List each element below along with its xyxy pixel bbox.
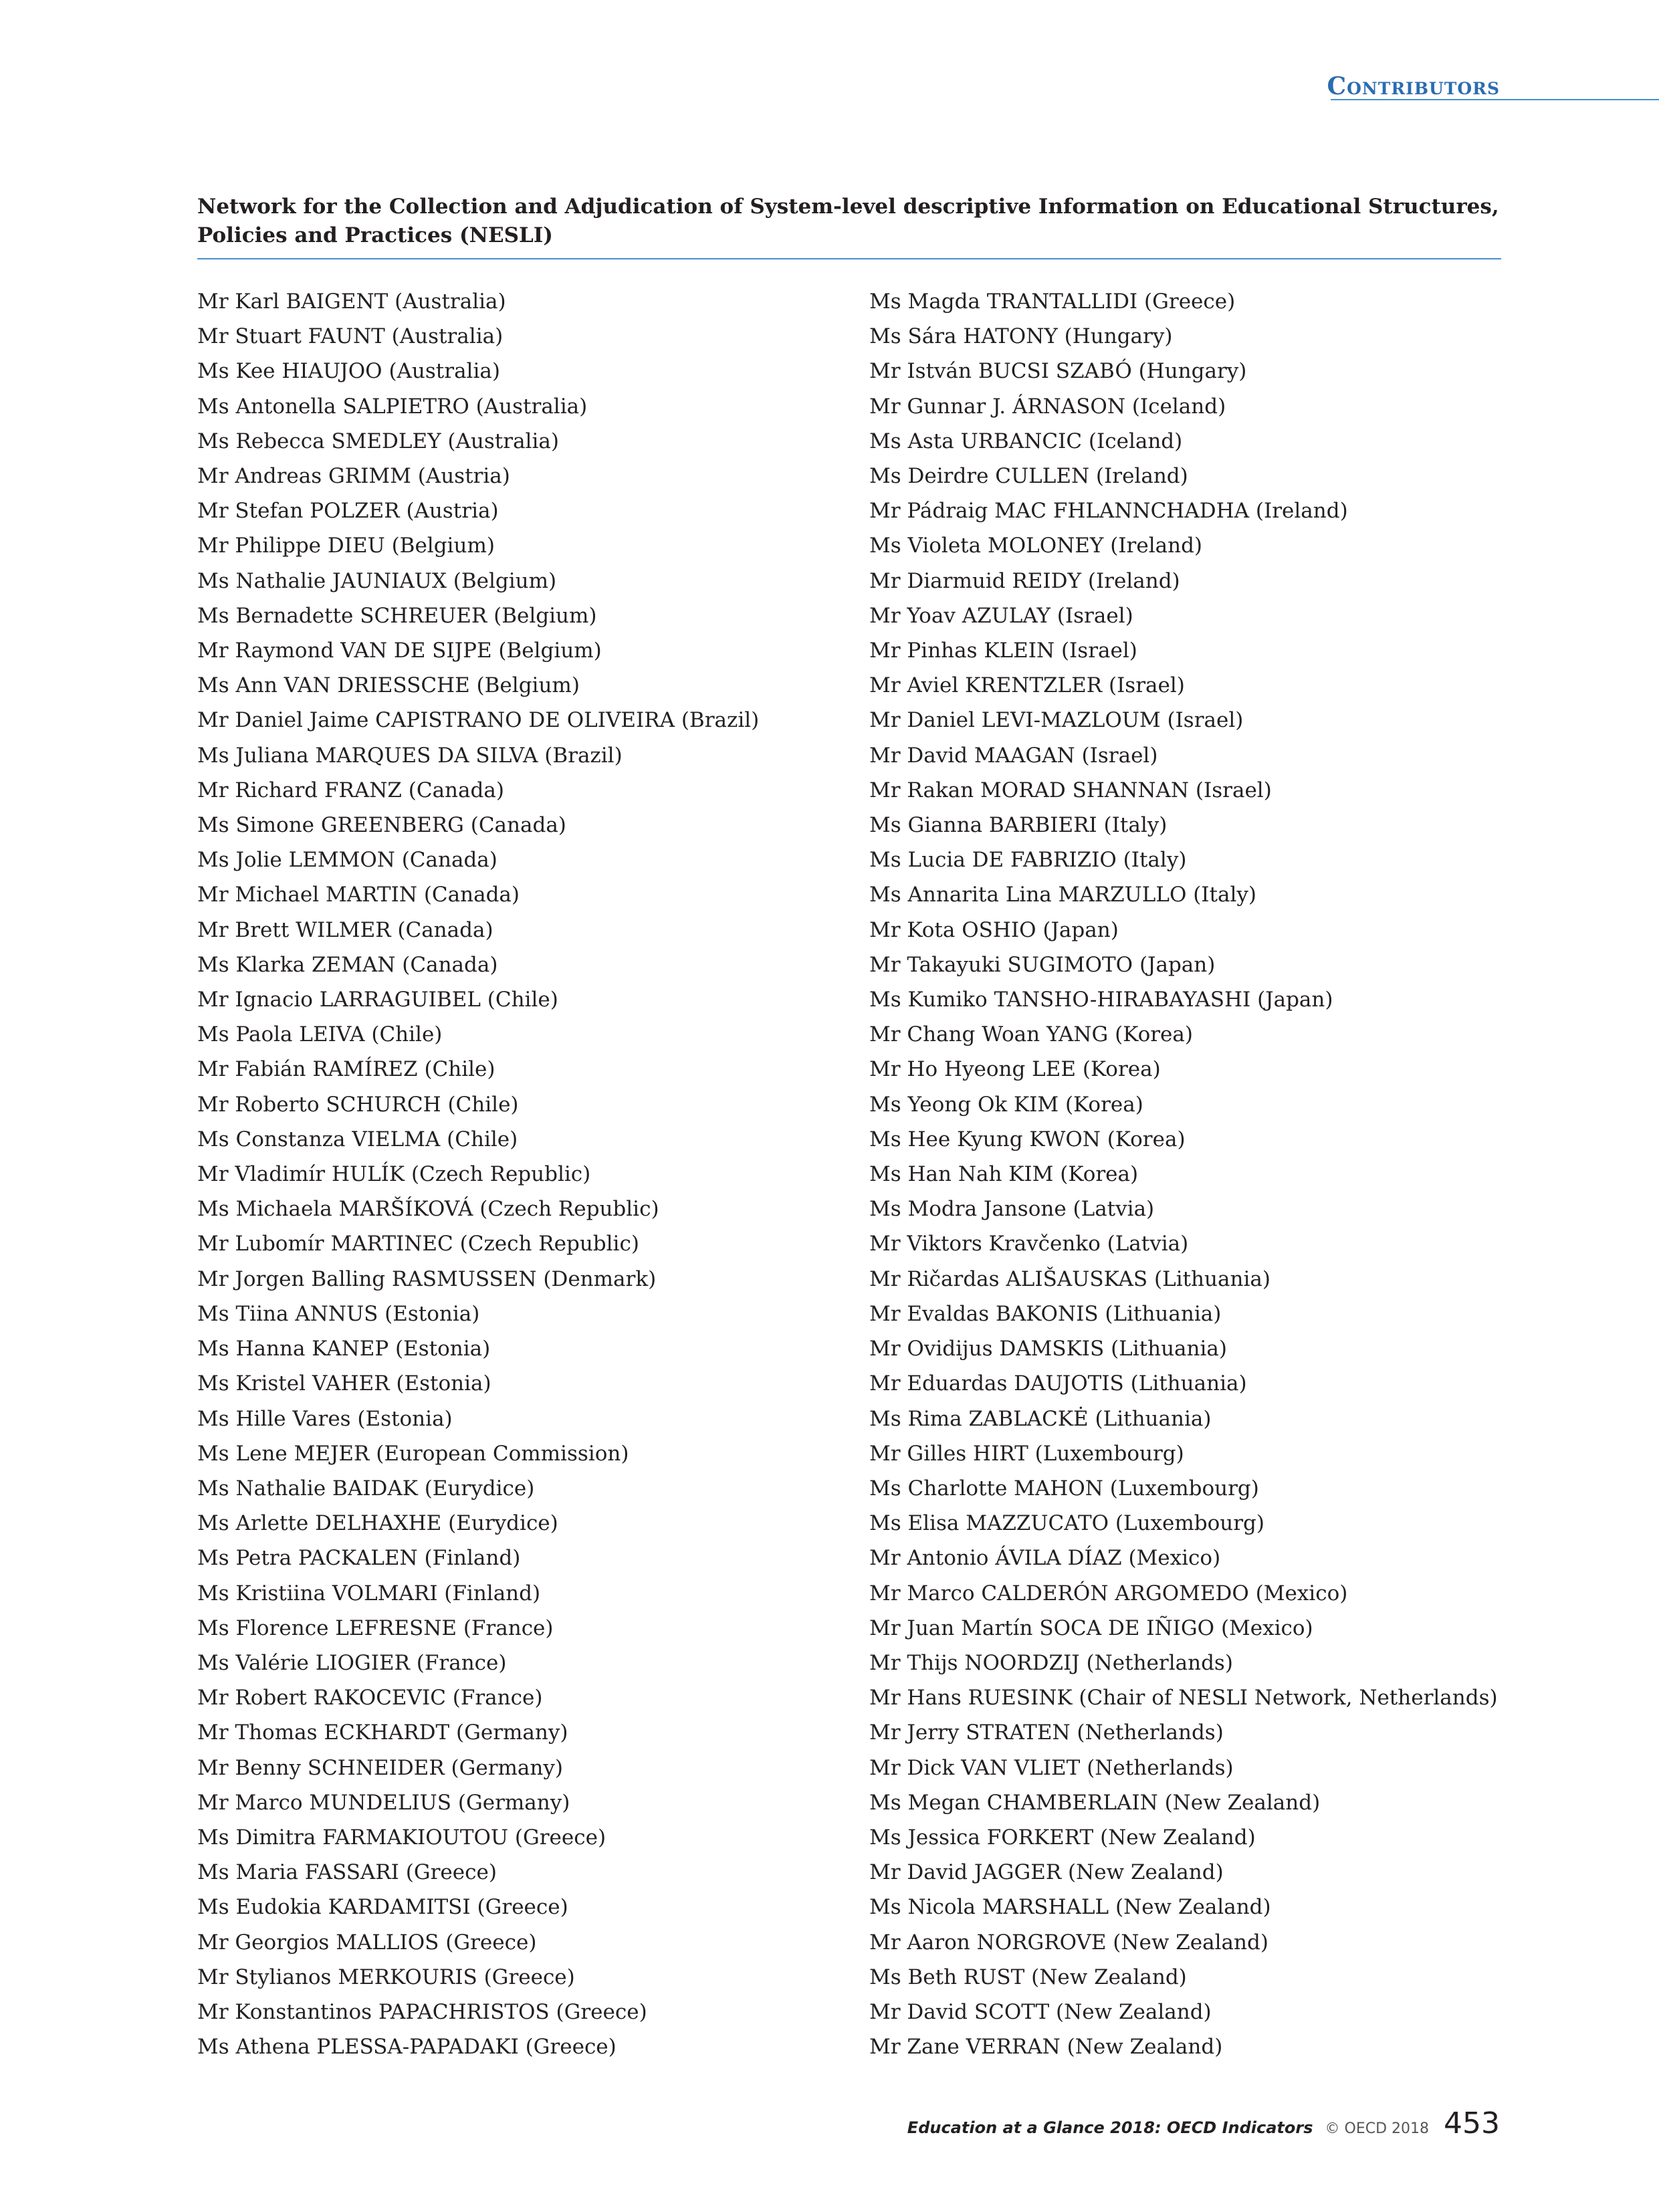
contributor-entry: Mr Andreas GRIMM (Austria) — [197, 464, 510, 489]
contributor-entry: Mr Daniel Jaime CAPISTRANO DE OLIVEIRA (Brazil) — [197, 708, 760, 733]
contributor-entry: Ms Bernadette SCHREUER (Belgium) — [197, 603, 597, 628]
contributor-entry: Ms Florence LEFRESNE (France) — [197, 1616, 554, 1640]
contributor-entry: Ms Kumiko TANSHO-HIRABAYASHI (Japan) — [869, 988, 1333, 1012]
section-heading: Network for the Collection and Adjudication of System-level descriptive Information on Educational Structures, Policies and Practices (NESLI) — [197, 195, 1499, 247]
contributor-entry: Ms Lucia DE FABRIZIO (Italy) — [869, 848, 1187, 873]
contributor-entry: Mr Pinhas KLEIN (Israel) — [869, 639, 1137, 663]
contributor-entry: Mr David SCOTT (New Zealand) — [869, 1999, 1212, 2024]
contributor-entry: Mr Ričardas ALIŠAUSKAS (Lithuania) — [869, 1266, 1270, 1291]
contributor-entry: Mr Thomas ECKHARDT (Germany) — [197, 1721, 568, 1745]
page-footer — [907, 2106, 1500, 2140]
contributor-entry: Ms Constanza VIELMA (Chile) — [197, 1127, 518, 1151]
contributor-entry: Mr Fabián RAMÍREZ (Chile) — [197, 1057, 495, 1082]
contributor-entry: Ms Nathalie JAUNIAUX (Belgium) — [197, 568, 557, 593]
contributor-entry: Mr Daniel LEVI-MAZLOUM (Israel) — [869, 708, 1244, 733]
contributor-entry: Mr Rakan MORAD SHANNAN (Israel) — [869, 778, 1272, 802]
contributor-entry: Ms Antonella SALPIETRO (Australia) — [197, 394, 588, 419]
contributor-entry: Mr Stefan POLZER (Austria) — [197, 499, 499, 524]
contributor-entry: Mr Michael MARTIN (Canada) — [197, 883, 520, 907]
contributor-entry: Ms Rebecca SMEDLEY (Australia) — [197, 429, 559, 453]
contributor-entry: Mr Gunnar J. ÁRNASON (Iceland) — [869, 394, 1226, 419]
contributor-entry: Mr Pádraig MAC FHLANNCHADHA (Ireland) — [869, 499, 1348, 524]
contributor-entry: Mr Antonio ÁVILA DÍAZ (Mexico) — [869, 1546, 1221, 1571]
contributors-left-column — [197, 284, 759, 2064]
contributor-entry: Mr Dick VAN VLIET (Netherlands) — [869, 1755, 1234, 1780]
contributor-entry: Mr Brett WILMER (Canada) — [197, 917, 493, 942]
contributor-entry: Mr Benny SCHNEIDER (Germany) — [197, 1755, 563, 1780]
contributor-entry: Mr Philippe DIEU (Belgium) — [197, 534, 495, 558]
contributor-entry: Mr Roberto SCHURCH (Chile) — [197, 1092, 519, 1117]
contributor-entry: Ms Asta URBANCIC (Iceland) — [869, 429, 1183, 453]
contributor-entry: Ms Charlotte MAHON (Luxembourg) — [869, 1476, 1259, 1501]
contributor-entry: Mr Zane VERRAN (New Zealand) — [869, 2035, 1223, 2060]
contributor-entry: Mr Richard FRANZ (Canada) — [197, 778, 504, 802]
contributor-entry: Ms Juliana MARQUES DA SILVA (Brazil) — [197, 743, 623, 768]
contributor-entry: Ms Athena PLESSA-PAPADAKI (Greece) — [197, 2035, 617, 2060]
contributor-entry: Mr Raymond VAN DE SIJPE (Belgium) — [197, 639, 602, 663]
contributor-entry: Ms Valérie LIOGIER (France) — [197, 1650, 507, 1675]
contributor-entry: Ms Annarita Lina MARZULLO (Italy) — [869, 883, 1257, 907]
contributor-entry: Mr Juan Martín SOCA DE IÑIGO (Mexico) — [869, 1616, 1313, 1640]
contributor-entry: Ms Yeong Ok KIM (Korea) — [869, 1092, 1143, 1117]
contributor-entry: Ms Dimitra FARMAKIOUTOU (Greece) — [197, 1825, 606, 1850]
contributor-entry: Ms Klarka ZEMAN (Canada) — [197, 952, 498, 977]
contributor-entry: Mr Vladimír HULÍK (Czech Republic) — [197, 1162, 591, 1187]
contributor-entry: Ms Sára HATONY (Hungary) — [869, 324, 1173, 349]
contributor-entry: Mr Ignacio LARRAGUIBEL (Chile) — [197, 988, 558, 1012]
contributor-entry: Ms Hanna KANEP (Estonia) — [197, 1337, 491, 1361]
contributor-entry: Mr Stylianos MERKOURIS (Greece) — [197, 1965, 575, 1989]
heading-rule — [197, 258, 1501, 259]
contributor-entry: Mr Gilles HIRT (Luxembourg) — [869, 1441, 1184, 1466]
footer-publication-title: Education at a Glance 2018: OECD Indicators — [907, 2118, 1313, 2137]
contributor-entry: Mr Diarmuid REIDY (Ireland) — [869, 568, 1180, 593]
contributor-entry: Ms Deirdre CULLEN (Ireland) — [869, 464, 1188, 489]
header-rule — [1331, 99, 1659, 100]
contributor-entry: Ms Simone GREENBERG (Canada) — [197, 813, 566, 838]
contributor-entry: Mr Stuart FAUNT (Australia) — [197, 324, 504, 349]
contributor-entry: Mr Ovidijus DAMSKIS (Lithuania) — [869, 1337, 1227, 1361]
contributor-entry: Mr Aviel KRENTZLER (Israel) — [869, 673, 1185, 698]
contributor-entry: Ms Paola LEIVA (Chile) — [197, 1022, 443, 1047]
running-header-title: Contributors — [1327, 72, 1500, 100]
contributor-entry: Mr Jerry STRATEN (Netherlands) — [869, 1721, 1224, 1745]
contributor-entry: Ms Rima ZABLACKĖ (Lithuania) — [869, 1406, 1212, 1431]
contributor-entry: Ms Gianna BARBIERI (Italy) — [869, 813, 1168, 838]
contributor-entry: Mr Karl BAIGENT (Australia) — [197, 290, 506, 314]
contributor-entry: Ms Nicola MARSHALL (New Zealand) — [869, 1895, 1271, 1920]
contributor-entry: Mr István BUCSI SZABÓ (Hungary) — [869, 359, 1247, 384]
contributor-entry: Mr Marco CALDERÓN ARGOMEDO (Mexico) — [869, 1581, 1348, 1606]
contributor-entry: Ms Kee HIAUJOO (Australia) — [197, 359, 500, 384]
contributor-entry: Mr Thijs NOORDZIJ (Netherlands) — [869, 1650, 1233, 1675]
contributor-entry: Mr David JAGGER (New Zealand) — [869, 1860, 1224, 1885]
page-number: 453 — [1444, 2106, 1500, 2140]
contributor-entry: Mr Robert RAKOCEVIC (France) — [197, 1686, 543, 1710]
contributor-entry: Mr Jorgen Balling RASMUSSEN (Denmark) — [197, 1266, 657, 1291]
footer-copyright: © OECD 2018 — [1325, 2120, 1430, 2137]
contributors-right-column — [869, 284, 1498, 2064]
contributor-entry: Mr Yoav AZULAY (Israel) — [869, 603, 1133, 628]
contributor-entry: Ms Beth RUST (New Zealand) — [869, 1965, 1187, 1989]
contributor-entry: Ms Tiina ANNUS (Estonia) — [197, 1301, 480, 1326]
contributor-entry: Mr Evaldas BAKONIS (Lithuania) — [869, 1301, 1222, 1326]
contributor-entry: Ms Hille Vares (Estonia) — [197, 1406, 453, 1431]
contributor-entry: Ms Eudokia KARDAMITSI (Greece) — [197, 1895, 568, 1920]
contributor-entry: Mr Konstantinos PAPACHRISTOS (Greece) — [197, 1999, 647, 2024]
contributor-entry: Ms Violeta MOLONEY (Ireland) — [869, 534, 1203, 558]
contributor-entry: Mr Viktors Kravčenko (Latvia) — [869, 1232, 1189, 1256]
contributor-entry: Ms Elisa MAZZUCATO (Luxembourg) — [869, 1511, 1264, 1536]
contributor-entry: Mr Aaron NORGROVE (New Zealand) — [869, 1930, 1268, 1955]
contributor-entry: Ms Han Nah KIM (Korea) — [869, 1162, 1139, 1187]
contributor-entry: Ms Kristel VAHER (Estonia) — [197, 1371, 491, 1396]
contributor-entry: Ms Megan CHAMBERLAIN (New Zealand) — [869, 1790, 1321, 1815]
contributor-entry: Mr Ho Hyeong LEE (Korea) — [869, 1057, 1161, 1082]
contributor-entry: Mr Kota OSHIO (Japan) — [869, 917, 1119, 942]
contributor-entry: Mr Takayuki SUGIMOTO (Japan) — [869, 952, 1216, 977]
contributor-entry: Ms Modra Jansone (Latvia) — [869, 1197, 1155, 1222]
contributor-entry: Ms Arlette DELHAXHE (Eurydice) — [197, 1511, 558, 1536]
contributor-entry: Ms Jolie LEMMON (Canada) — [197, 848, 497, 873]
contributor-entry: Ms Kristiina VOLMARI (Finland) — [197, 1581, 541, 1606]
contributor-entry: Mr Eduardas DAUJOTIS (Lithuania) — [869, 1371, 1247, 1396]
contributor-entry: Ms Petra PACKALEN (Finland) — [197, 1546, 521, 1571]
contributor-entry: Mr Hans RUESINK (Chair of NESLI Network, Netherlands) — [869, 1686, 1498, 1710]
contributor-entry: Ms Michaela MARŠÍKOVÁ (Czech Republic) — [197, 1197, 659, 1222]
contributor-entry: Ms Hee Kyung KWON (Korea) — [869, 1127, 1186, 1151]
contributor-entry: Ms Lene MEJER (European Commission) — [197, 1441, 629, 1466]
contributor-entry: Mr Georgios MALLIOS (Greece) — [197, 1930, 537, 1955]
contributor-entry: Mr Lubomír MARTINEC (Czech Republic) — [197, 1232, 639, 1256]
contributor-entry: Ms Nathalie BAIDAK (Eurydice) — [197, 1476, 535, 1501]
contributor-entry: Mr Chang Woan YANG (Korea) — [869, 1022, 1193, 1047]
contributor-entry: Mr David MAAGAN (Israel) — [869, 743, 1158, 768]
contributor-entry: Ms Ann VAN DRIESSCHE (Belgium) — [197, 673, 580, 698]
contributor-entry: Ms Maria FASSARI (Greece) — [197, 1860, 497, 1885]
contributor-entry: Mr Marco MUNDELIUS (Germany) — [197, 1790, 570, 1815]
contributor-entry: Ms Magda TRANTALLIDI (Greece) — [869, 290, 1236, 314]
contributor-entry: Ms Jessica FORKERT (New Zealand) — [869, 1825, 1256, 1850]
